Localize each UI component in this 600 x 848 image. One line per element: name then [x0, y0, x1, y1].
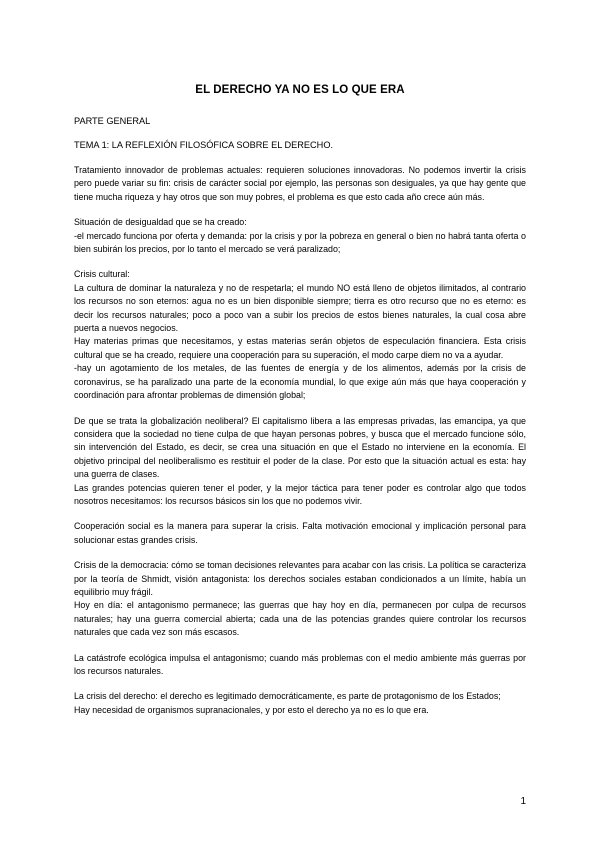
- paragraph: Hoy en día: el antagonismo permanece; las guerras que hay hoy en día, permanecen por culpa de recursos naturales; hay una guerra comercial abierta; cada una de las potencias grandes quiere controlar los recursos naturales que cada vez son más escasos.: [74, 600, 526, 638]
- paragraph: Tratamiento innovador de problemas actuales: requieren soluciones innovadoras. No podemos invertir la crisis pero puede variar su fin: crisis de carácter social por ejemplo, las personas son desiguales, ya que hay gente que tiene mucha riqueza y hay otros que son muy pobres, el problema es que esto cada año crece aún más.: [74, 165, 526, 202]
- section-heading: PARTE GENERAL: [74, 116, 151, 126]
- paragraph: Hay materias primas que necesitamos, y estas materias serán objetos de especulación financiera. Esta crisis cultural que se ha creado, requiere una cooperación para su superación, el modo carpe diem no va a ayudar.: [74, 336, 526, 360]
- paragraph: Situación de desigualdad que se ha creado:: [74, 217, 247, 228]
- paragraph: Cooperación social es la manera para superar la crisis. Falta motivación emocional y implicación personal para solucionar estas grandes crisis.: [74, 521, 526, 545]
- paragraph: La cultura de dominar la naturaleza y no de respetarla; el mundo NO está lleno de objetos ilimitados, al contrario los recursos no son eternos: agua no es un bien disponible siempre; tierra es otro recurso que no es eterno: es decir los recursos naturales; poco a poco van a subir los precios de estos bienes naturales, la cual cosa abre puerta a nuevos negocios.: [74, 282, 526, 334]
- paragraph: -hay un agotamiento de los metales, de las fuentes de energía y de los alimentos, además por la crisis de coronavirus, se ha paralizado una parte de la economía mundial, lo que exige aún más que haya cooperación y coordinación para afrontar problemas de dimensión global;: [74, 363, 526, 401]
- paragraph: Hay necesidad de organismos supranacionales, y por esto el derecho ya no es lo que era.: [74, 704, 429, 715]
- paragraph: La crisis del derecho: el derecho es legitimado democráticamente, es parte de protagonismo de los Estados;: [74, 691, 501, 702]
- paragraph: Crisis cultural:: [74, 269, 130, 280]
- paragraph: De que se trata la globalización neoliberal? El capitalismo libera a las empresas privadas, las emancipa, ya que considera que la sociedad no tiene culpa de que hayan personas pobres, y busca que el mercado funcione sólo, sin intervención del Estado, es decir, se crea una situación en que el Estado no interviene en la economía. El objetivo principal del neoliberalismo es restituir el poder de la clase. Por esto que la situación actual es esta: hay una guerra de clases.: [74, 415, 526, 480]
- body-text: [74, 164, 526, 717]
- topic-heading: TEMA 1: LA REFLEXIÓN FILOSÓFICA SOBRE EL DERECHO.: [74, 140, 334, 150]
- page-number: 1: [520, 796, 526, 807]
- paragraph: Crisis de la democracia: cómo se toman decisiones relevantes para acabar con las crisis. La política se caracteriza por la teoría de Shmidt, visión antagonista: los derechos sociales estaban condicionados a un límite, había un equilibrio muy frágil.: [74, 560, 526, 597]
- document-title: EL DERECHO YA NO ES LO QUE ERA: [195, 84, 405, 96]
- paragraph: Las grandes potencias quieren tener el poder, y la mejor táctica para tener poder es controlar algo que todos nosotros necesitamos: los recursos básicos sin los que no podemos vivir.: [74, 482, 526, 506]
- paragraph: La catástrofe ecológica impulsa el antagonismo; cuando más problemas con el medio ambiente más guerras por los recursos naturales.: [74, 652, 526, 676]
- paragraph: -el mercado funciona por oferta y demanda: por la crisis y por la pobreza en general o bien no habrá tanta oferta o bien subirán los precios, por lo tanto el mercado se verá paralizado;: [74, 230, 526, 255]
